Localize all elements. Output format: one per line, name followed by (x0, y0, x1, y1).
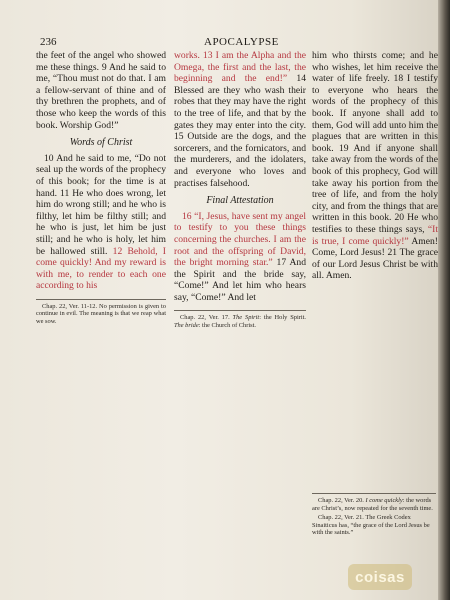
footnotes-right (312, 486, 436, 539)
footnote-term: I come quickly (365, 497, 403, 504)
verse-text: 17 And the Spirit and the bride say, “Come!” And let him who hears say, “Come!” And let (174, 257, 306, 303)
verse-text: 10 And he said to me, “Do not seal up the words of the prophecy of this book; for the time is at hand. 11 He who does wrong, let him do wrong still; and he who is filthy, let him be filthy still; and he who is just, let him be just still; and he who is holy, let him be hallowed still. (36, 152, 166, 257)
footnote-term: The bride (174, 322, 199, 330)
verse-text: 14 Blessed are they who wash their robes that they may have the right to the tree of life, and that by the gates they may enter into the city. 15 Outside are the dogs, and the sorcerers, and the fornicators, and the murderers, and the idolaters, and everyone who loves and practises falsehood. (174, 73, 306, 189)
words-of-christ: 16 “I, Jesus, have sent my angel to testify to you these things concerning the churches. I am the root and the offspring of David, the bright morning star.” (174, 210, 306, 269)
verse-paragraph: the feet of the angel who showed me these things. 9 And he said to me, “Thou must not do that. I am a fellow-servant of thine and of thy brethren the prophets, and of those who keep the words of this book. Worship God!” (36, 50, 166, 131)
footnote-text: : the Holy Spirit. (259, 314, 306, 322)
column-right (312, 50, 438, 286)
footnote: Chap. 22, Ver. 11-12. No permission is given to continue in evil. The meaning is that we reap what we sow. (36, 302, 166, 326)
verse-paragraph (312, 50, 438, 282)
page-number: 236 (40, 36, 57, 48)
footnote-rule (312, 493, 436, 494)
words-of-christ: 12 Behold, I come quickly! And my reward is with me, to render to each one according to his (36, 245, 167, 292)
page-header (34, 36, 438, 50)
column-left (36, 50, 166, 330)
footnote (174, 314, 306, 329)
watermark-logo (348, 564, 412, 590)
section-heading: Words of Christ (69, 137, 133, 149)
footnote-ref: Chap. 22, Ver. 20. (318, 497, 364, 504)
watermark-text: coisas (355, 568, 405, 586)
footnote-term: The Spirit (232, 314, 260, 322)
footnote-rule (36, 299, 166, 300)
verse-text: him who thirsts come; and he who wishes, let him receive the water of life freely. 18 I testify to everyone who hears the words of the prophecy of this book. If anyone shall add to them, God will add unto him the plagues that are written in this book. 19 And if anyone shall take away from the words of the book of this prophecy, God will take away his portion from the tree of life, and from the holy city, and from the things that are written in this book. 20 He who testifies to these things says, (312, 50, 438, 235)
verse-paragraph (36, 153, 166, 292)
section-heading: Final Attestation (206, 195, 274, 207)
book-page-edge (438, 0, 450, 600)
column-middle (174, 50, 306, 334)
footnote (312, 497, 436, 512)
verse-paragraph (174, 50, 306, 189)
running-head: APOCALYPSE (204, 36, 279, 48)
words-of-christ: “It is true, I come quickly!” (312, 223, 438, 247)
footnote-rule (174, 310, 306, 311)
verse-text: Amen! Come, Lord Jesus! 21 The grace of our Lord Jesus Christ be with all. Amen. (312, 235, 438, 282)
verse-paragraph (174, 211, 306, 304)
words-of-christ: works. 13 I am the Alpha and the Omega, the first and the last, the beginning and the end!” (174, 50, 306, 85)
footnote-text: : the words are Christ’s, now repeated for the seventh time. (312, 497, 433, 512)
footnote-ref: Chap. 22, Ver. 17. (180, 314, 230, 322)
footnote-text: : the Church of Christ. (198, 322, 257, 330)
footnote: Chap. 22, Ver. 21. The Greek Codex Sinaiticus has, “the grace of the Lord Jesus be with the saints.” (312, 514, 430, 537)
